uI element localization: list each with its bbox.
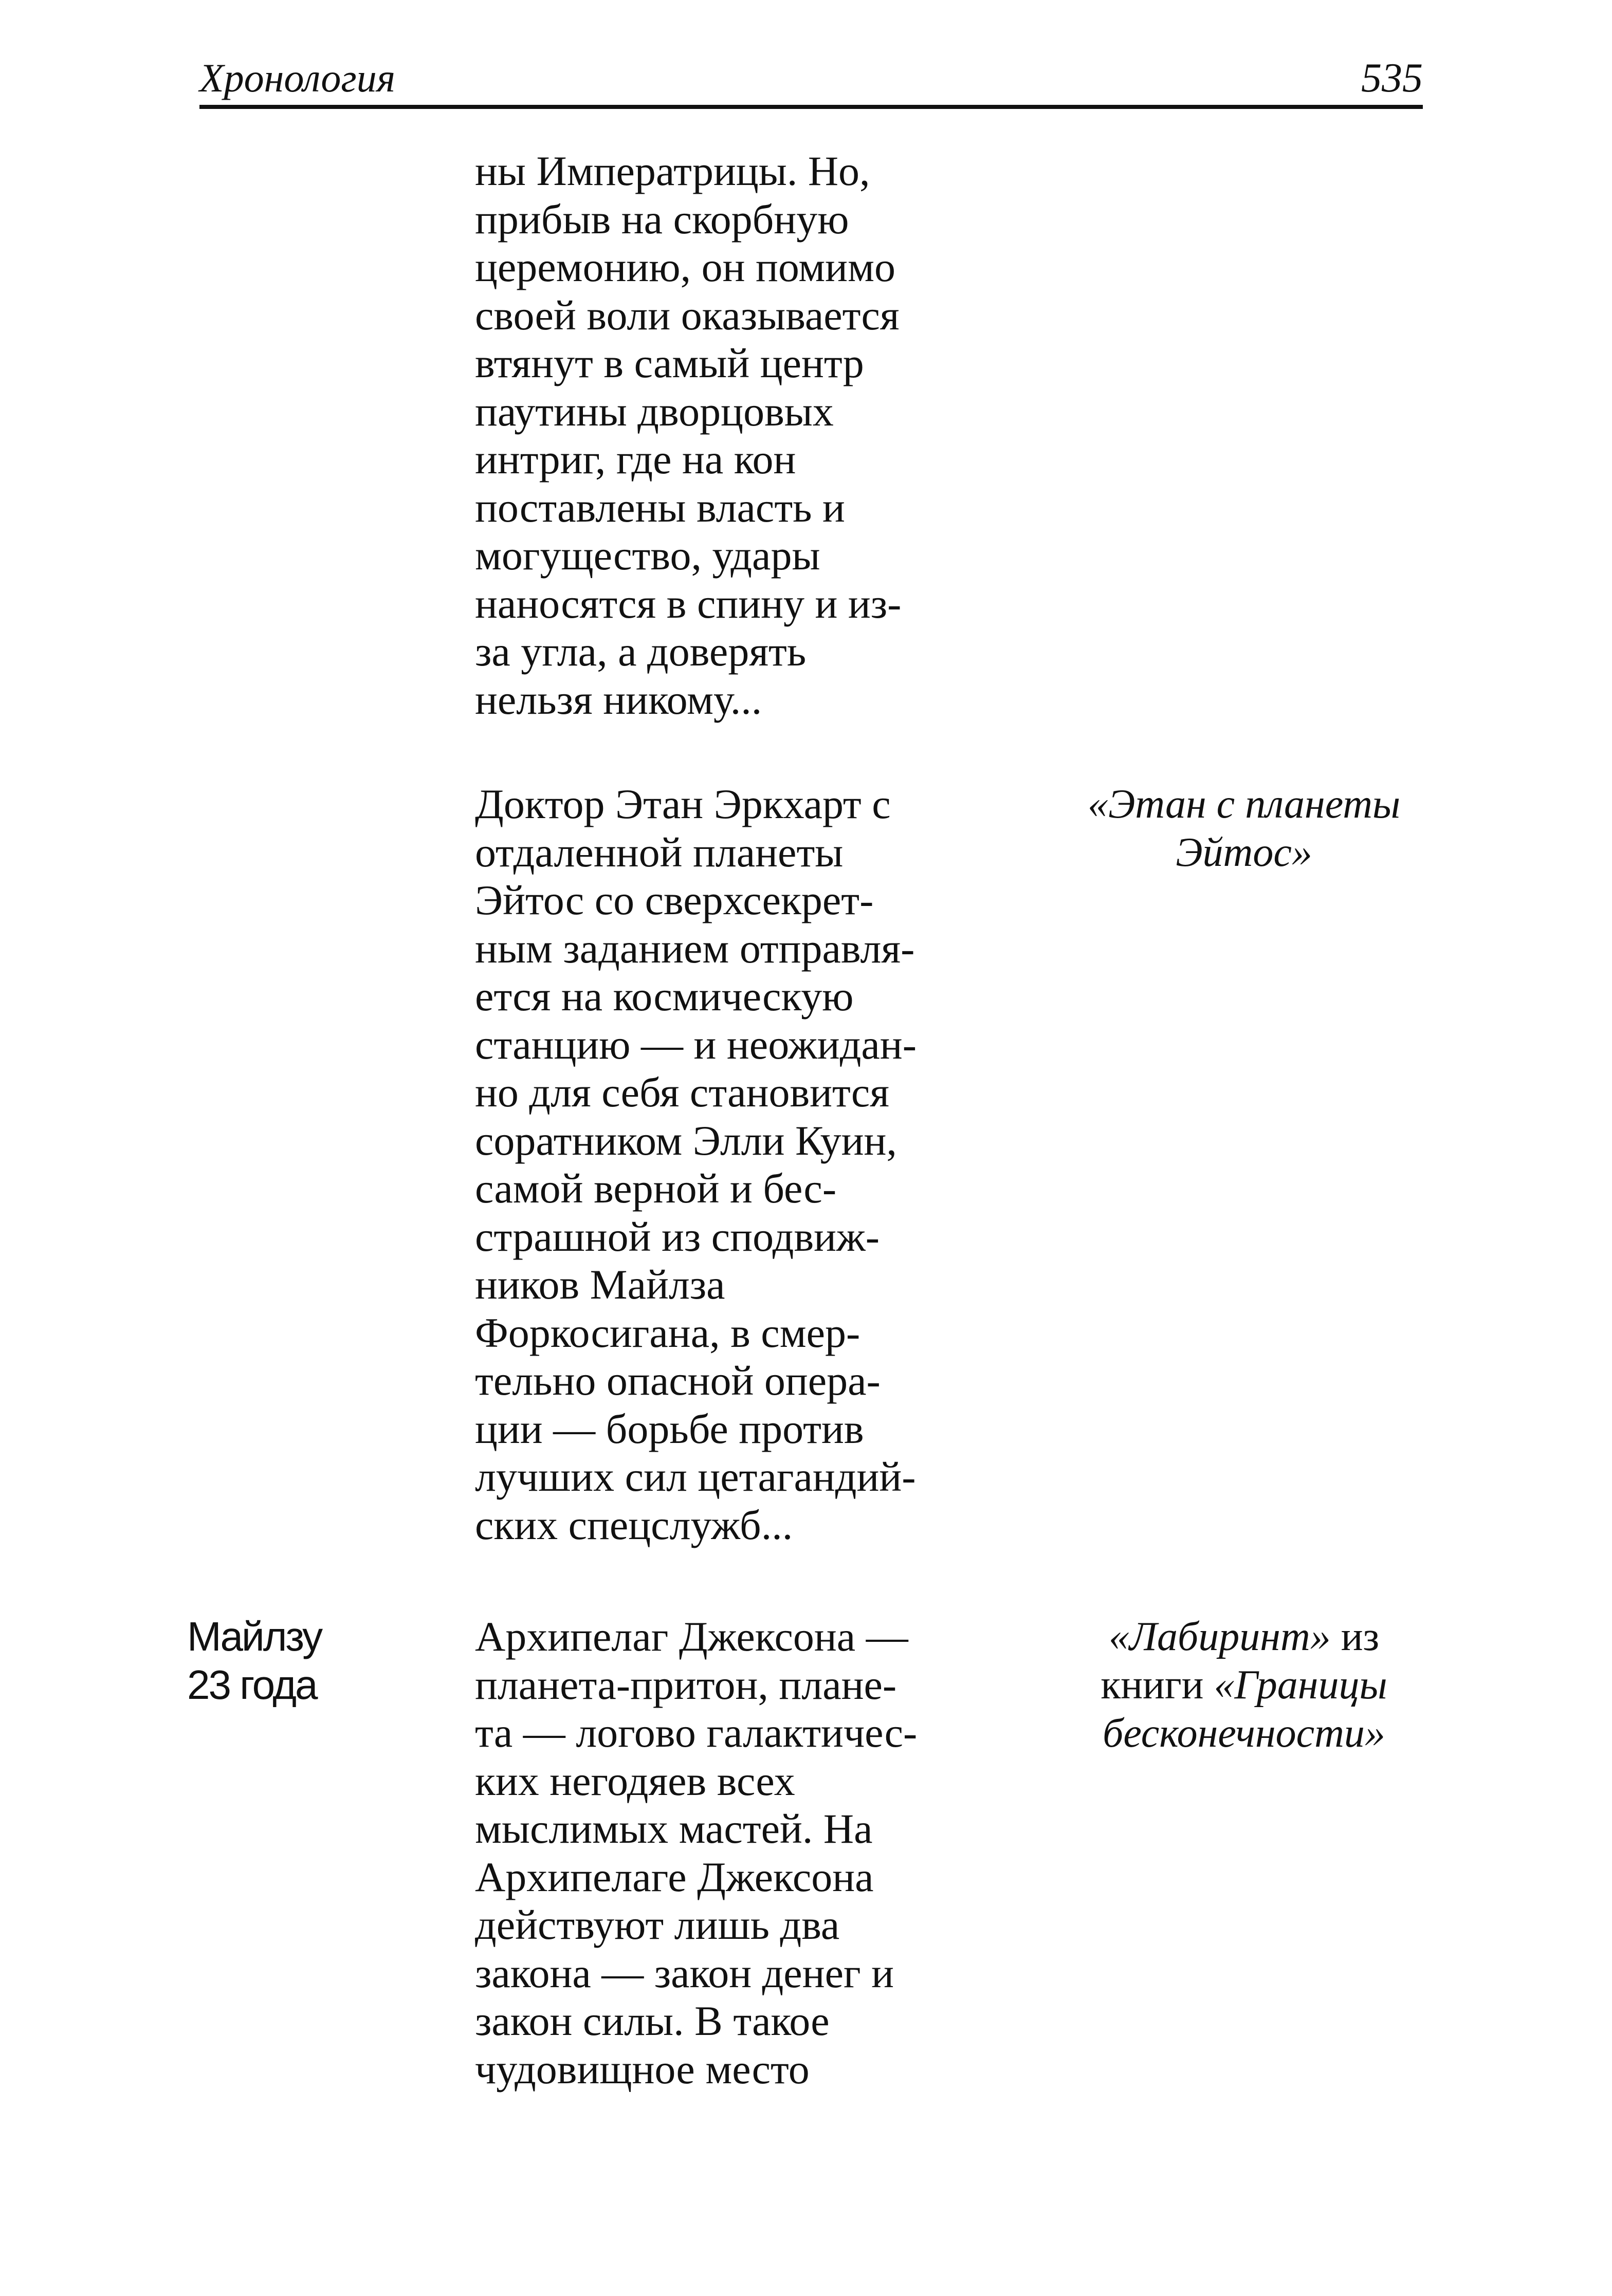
title-line: Эйтос» xyxy=(1176,830,1312,875)
title-line: бесконечности» xyxy=(1103,1711,1385,1756)
text-line: наносятся в спину и из- xyxy=(475,580,902,627)
section-title: Хронология xyxy=(199,55,396,100)
text-line: мыслимых мастей. На xyxy=(475,1805,873,1852)
entry-date xyxy=(187,1613,403,1709)
text-line: за угла, а доверять xyxy=(475,628,807,675)
text-line: Доктор Этан Эркхарт с xyxy=(475,781,891,827)
text-line: страшной из сподвиж- xyxy=(475,1213,880,1260)
date-line: Майлзу xyxy=(187,1614,322,1659)
text-line: но для себя становится xyxy=(475,1069,889,1116)
text-line: втянут в самый центр xyxy=(475,340,864,386)
text-line: та — логово галактичес- xyxy=(475,1709,918,1756)
text-line: Эйтос со сверхсекрет- xyxy=(475,877,874,923)
text-line: ских спецслужб... xyxy=(475,1501,793,1548)
text-line: ции — борьбе против xyxy=(475,1405,864,1452)
text-line: планета-притон, плане- xyxy=(475,1661,897,1708)
text-line: закона — закон денег и xyxy=(475,1949,894,1996)
text-line: нельзя никому... xyxy=(475,676,762,723)
text-line: поставлены власть и xyxy=(475,484,845,531)
text-line: отдаленной планеты xyxy=(475,828,844,876)
title-plain: из xyxy=(1330,1614,1380,1659)
text-line: своей воли оказывается xyxy=(475,291,900,339)
date-line: 23 года xyxy=(187,1662,317,1708)
text-line: церемонию, он помимо xyxy=(475,244,895,290)
text-line: интриг, где на кон xyxy=(475,436,796,483)
text-line: самой верной и бес- xyxy=(475,1165,837,1212)
text-line: действуют лишь два xyxy=(475,1901,840,1948)
header-rule xyxy=(199,105,1423,109)
text-line: ников Майлза xyxy=(475,1261,725,1308)
running-head xyxy=(199,49,1423,111)
text-line: Форкосигана, в смер- xyxy=(475,1309,860,1356)
text-line: соратником Элли Куин, xyxy=(475,1117,897,1164)
book-title xyxy=(1020,780,1468,877)
title-italic: «Границы xyxy=(1214,1662,1387,1708)
book-title xyxy=(1020,1613,1468,1757)
text-line: ется на космическую xyxy=(475,973,854,1020)
text-line: чудовищное место xyxy=(475,2045,810,2093)
text-line: тельно опасной опера- xyxy=(475,1357,881,1404)
text-line: ным заданием отправля- xyxy=(475,924,915,972)
title-plain: книги xyxy=(1101,1662,1214,1708)
title-italic: «Лабиринт» xyxy=(1108,1614,1331,1659)
text-line: станцию — и неожидан- xyxy=(475,1021,917,1068)
entry-description xyxy=(475,147,1040,724)
text-line: ны Императрицы. Но, xyxy=(475,147,870,194)
entry-description xyxy=(475,1613,1040,2093)
text-line: могущество, удары xyxy=(475,532,820,579)
title-line xyxy=(1020,1613,1468,1661)
page-number: 535 xyxy=(1361,55,1423,101)
text-line: лучших сил цетагандий- xyxy=(475,1453,916,1500)
entry-description xyxy=(475,780,1040,1549)
text-line: паутины дворцовых xyxy=(475,387,834,435)
text-line: Архипелаг Джексона — xyxy=(475,1613,908,1660)
text-line: закон силы. В такое xyxy=(475,1997,830,2044)
text-line: ких негодяев всех xyxy=(475,1757,795,1804)
title-line xyxy=(1020,1661,1468,1709)
title-line: «Этан с планеты xyxy=(1087,782,1401,827)
text-line: Архипелаге Джексона xyxy=(475,1853,874,1900)
text-line: прибыв на скорбную xyxy=(475,195,849,243)
